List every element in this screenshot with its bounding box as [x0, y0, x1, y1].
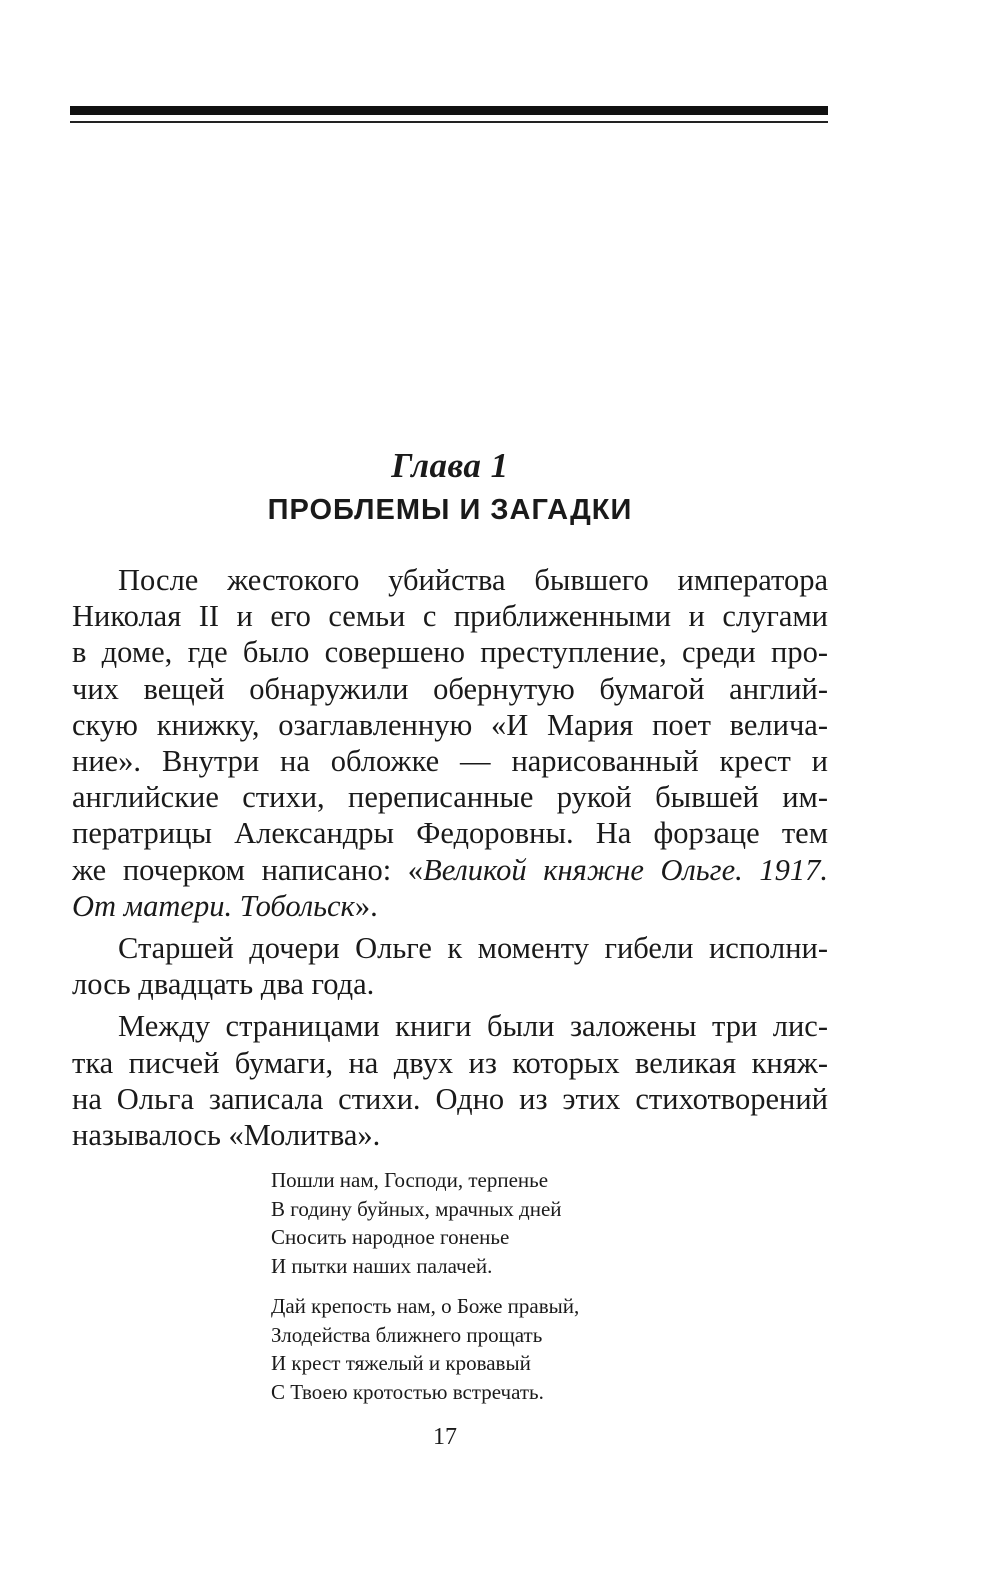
paragraph-3	[72, 1008, 828, 1153]
text-line: ператрицы Александры Федоровны. На форзаце тем	[72, 816, 828, 851]
text-line: Старшей дочери Ольге к моменту гибели исполни-	[118, 931, 828, 966]
poem-line: Пошли нам, Господи, терпенье	[271, 1168, 549, 1192]
page-number: 17	[433, 1424, 457, 1450]
paragraph-2	[72, 930, 828, 1002]
text-line: лось двадцать два года.	[72, 967, 375, 1002]
text-line	[72, 888, 828, 924]
italic-dedication: Великой княжне Ольге. 1917.	[423, 852, 828, 887]
poem-line: В годину буйных, мрачных дней	[271, 1196, 562, 1221]
poem-stanza-2	[271, 1292, 691, 1406]
text-line: чих вещей обнаружили обернутую бумагой англий-	[72, 671, 828, 706]
text-line: ние». Внутри на обложке — нарисованный крест и	[72, 744, 828, 779]
text-fragment: же почерком написано: «	[72, 852, 424, 887]
poem-stanza-1	[271, 1166, 691, 1280]
header-rule-thin	[70, 121, 828, 123]
text-line: скую книжку, озаглавленную «И Мария поет велича-	[72, 707, 828, 742]
text-line: Между страницами книги были заложены три лис-	[118, 1009, 828, 1044]
text-line: тка писчей бумаги, на двух из которых великая княж-	[72, 1045, 828, 1080]
text-line: английские стихи, переписанные рукой бывшей им-	[72, 780, 828, 815]
poem-line: Дай крепость нам, о Боже правый,	[271, 1294, 580, 1318]
text-line	[72, 852, 828, 888]
chapter-label: Глава 1	[391, 446, 509, 485]
text-line: на Ольга записала стихи. Одно из этих стихотворений	[72, 1081, 828, 1116]
body-text	[72, 562, 828, 1159]
header-rule-thick	[70, 106, 828, 115]
poem-line: И пытки наших палачей.	[271, 1253, 493, 1278]
text-line: После жестокого убийства бывшего императора	[118, 563, 828, 597]
poem-line: И крест тяжелый и кровавый	[271, 1351, 531, 1376]
paragraph-1	[72, 562, 828, 924]
text-line: в доме, где было совершено преступление, среди про-	[72, 635, 828, 670]
poem-line: Злодейства ближнего прощать	[271, 1322, 543, 1347]
text-fragment: ».	[354, 888, 378, 923]
poem-line: Сносить народное гоненье	[271, 1225, 510, 1250]
poem-line: С Твоею кротостью встречать.	[271, 1379, 544, 1404]
chapter-title: ПРОБЛЕМЫ И ЗАГАДКИ	[267, 494, 633, 526]
italic-dedication-end: От матери. Тобольск	[72, 888, 355, 923]
text-line: Николая II и его семьи с приближенными и слугами	[72, 599, 828, 634]
text-line: называлось «Молитва».	[72, 1118, 381, 1153]
